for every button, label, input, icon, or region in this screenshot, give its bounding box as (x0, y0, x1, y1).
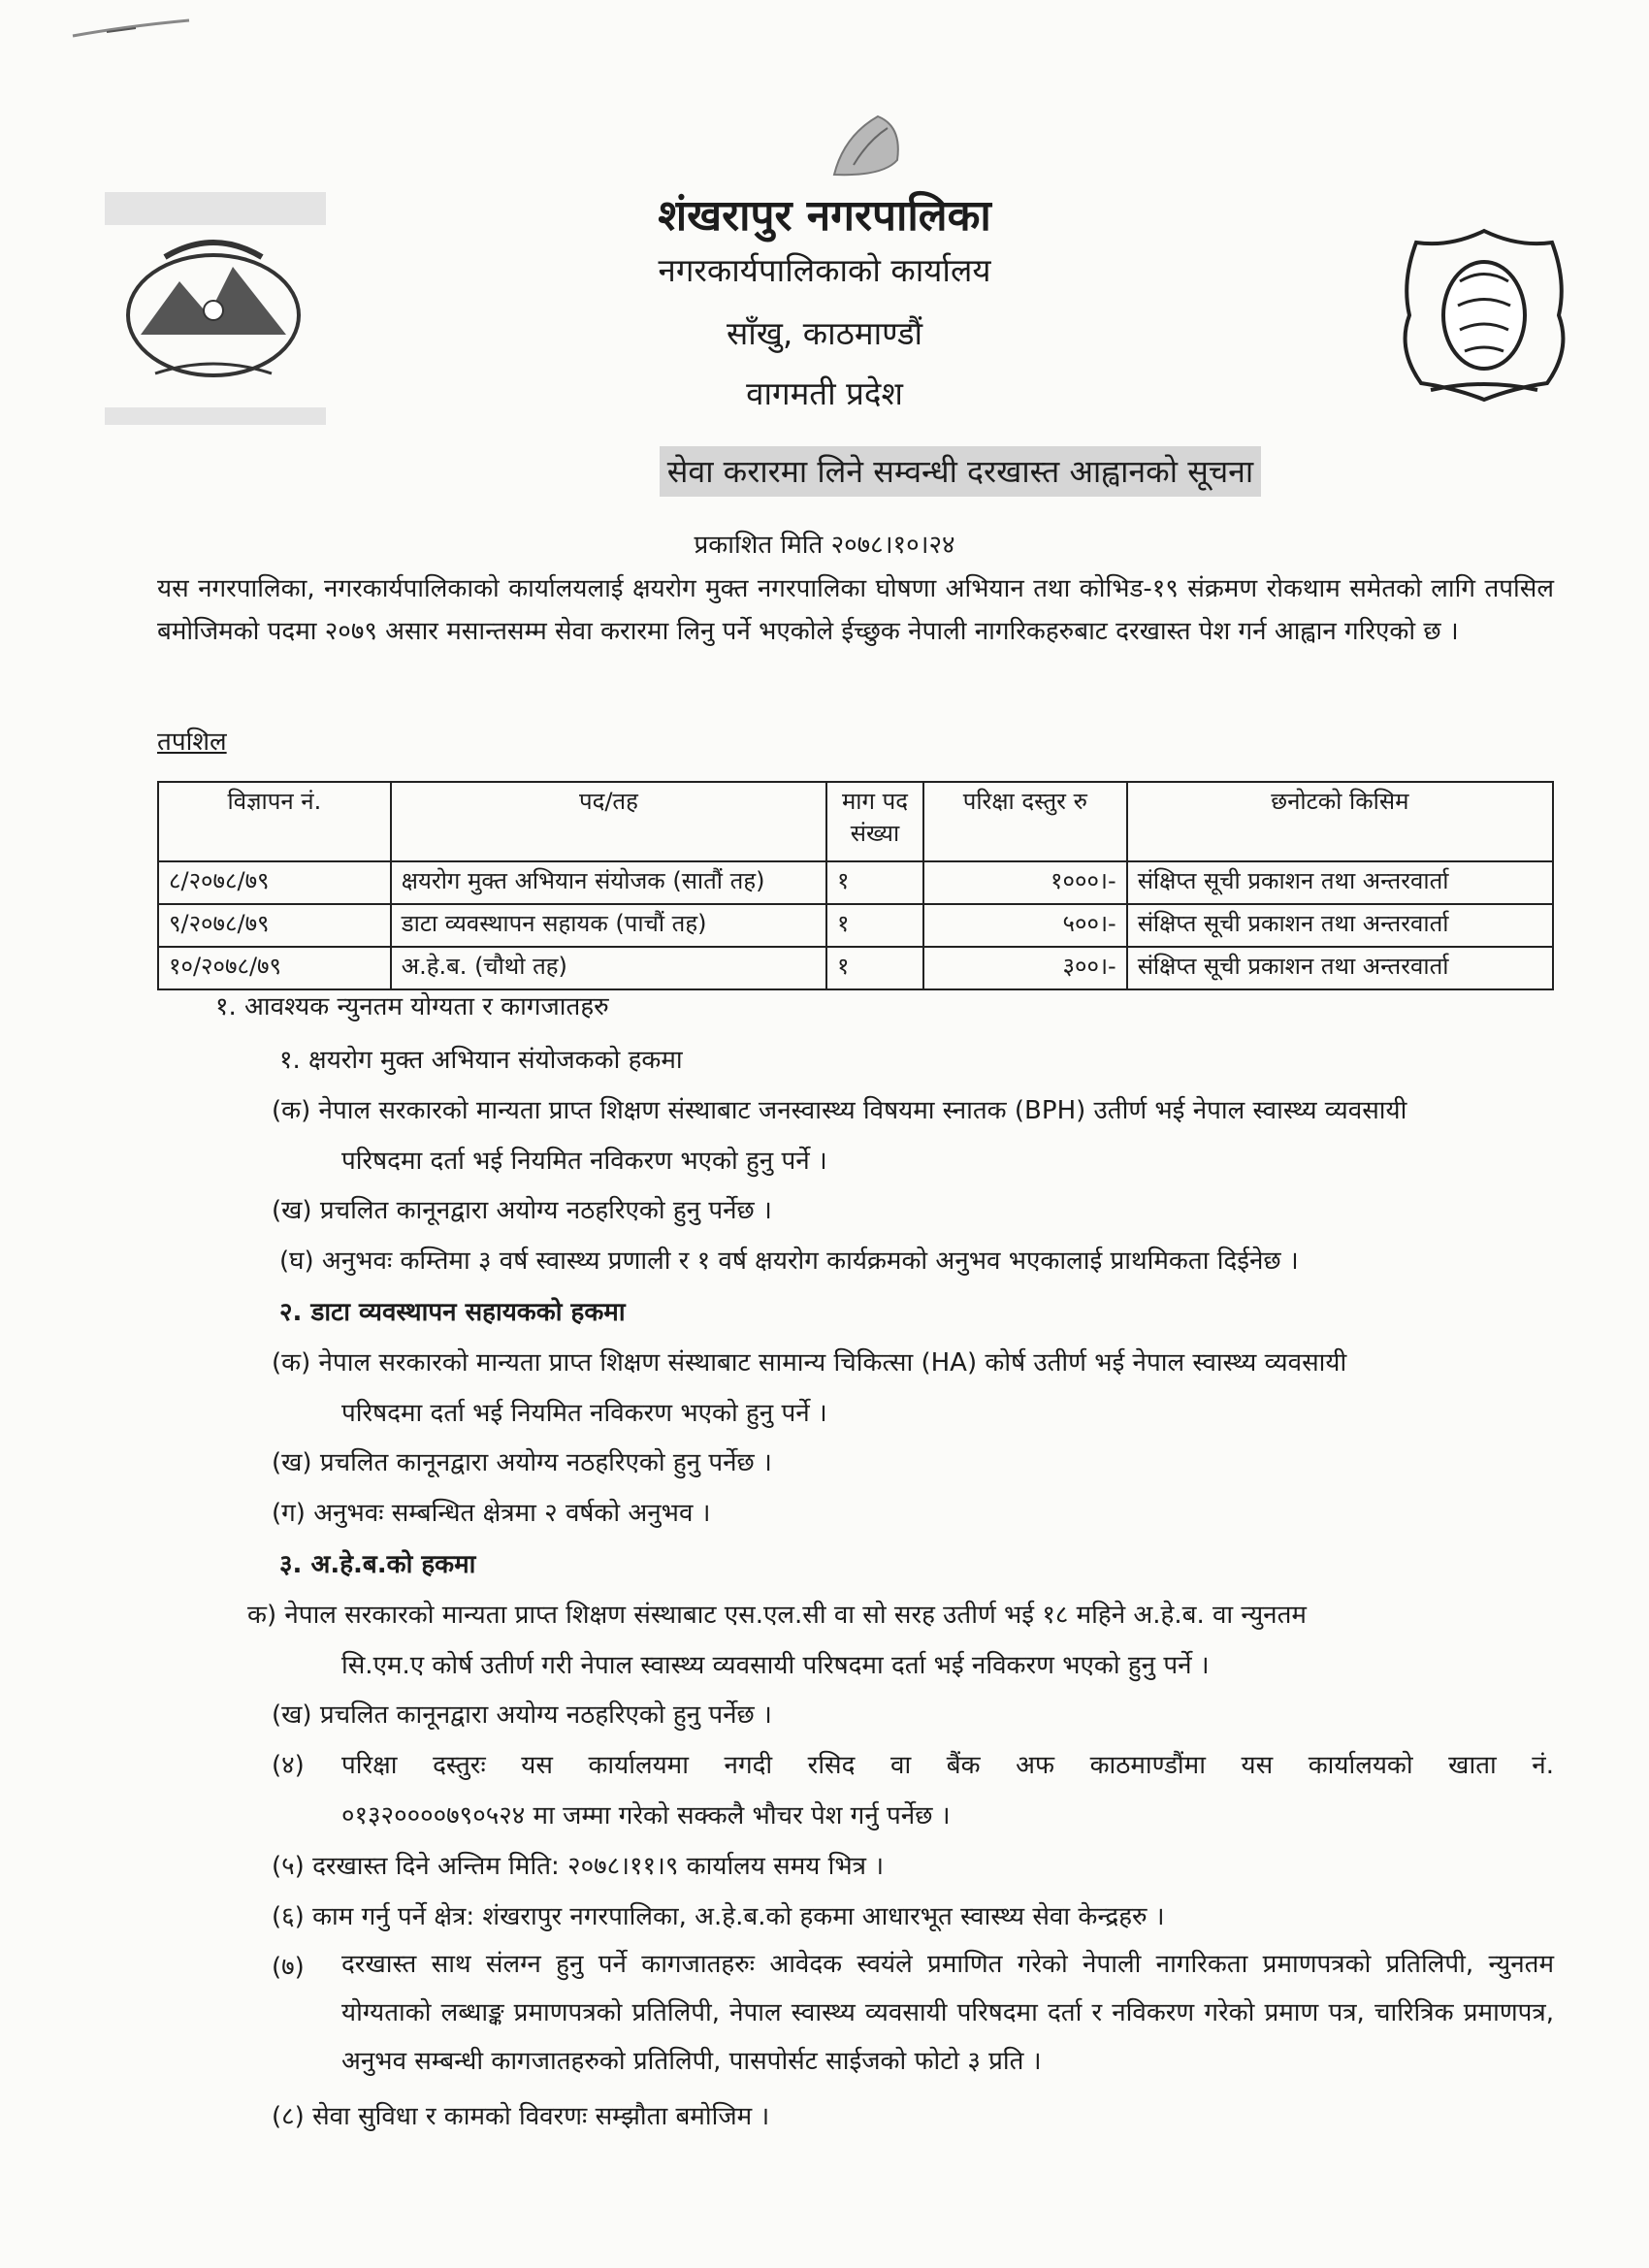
clause-8: (८) सेवा सुविधा र कामको विवरणः सम्झौता बमोजिम । (272, 2102, 770, 2131)
conch-shell-icon (824, 107, 912, 184)
table-cell: ५००।- (923, 904, 1127, 947)
table-cell: संक्षिप्त सूची प्रकाशन तथा अन्तरवार्ता (1127, 947, 1553, 989)
column-header: विज्ञापन नं. (158, 782, 391, 861)
section-2-ka-cont: परिषदमा दर्ता भई नियमित नविकरण भएको हुनु पर्ने । (341, 1399, 827, 1428)
qualifications-heading: १. आवश्यक न्युनतम योग्यता र कागजातहरु (215, 992, 609, 1021)
section-3-kha: (ख) प्रचलित कानूनद्वारा अयोग्य नठहरिएको हुनु पर्नेछ । (272, 1701, 772, 1730)
table-cell: १ (826, 947, 923, 989)
section-3-title: ३. अ.हे.ब.को हकमा (279, 1550, 476, 1579)
table-cell: संक्षिप्त सूची प्रकाशन तथा अन्तरवार्ता (1127, 904, 1553, 947)
table-cell: १०/२०७८/७९ (158, 947, 391, 989)
table-cell: डाटा व्यवस्थापन सहायक (पाचौं तह) (391, 904, 826, 947)
section-1-ka: (क) नेपाल सरकारको मान्यता प्राप्त शिक्षण संस्थाबाट जनस्वास्थ्य विषयमा स्नातक (BPH) उतीर्ण भई नेपाल स्वास्थ्य व्यवसायी (272, 1096, 1407, 1125)
table-row (158, 861, 1553, 904)
table-row (158, 904, 1553, 947)
published-date: प्रकाशित मिति २०७८।१०।२४ (694, 531, 955, 560)
table-cell: क्षयरोग मुक्त अभियान संयोजक (सातौं तह) (391, 861, 826, 904)
column-header: पद/तह (391, 782, 826, 861)
section-1-gha: (घ) अनुभवः कम्तिमा ३ वर्ष स्वास्थ्य प्रणाली र १ वर्ष क्षयरोग कार्यक्रमको अनुभव भएकालाई प्राथमिकता दिईनेछ । (279, 1247, 1299, 1276)
table-row (158, 947, 1553, 989)
office-name: नगरकार्यपालिकाको कार्यालय (658, 251, 991, 289)
table-cell: १०००।- (923, 861, 1127, 904)
table-cell: संक्षिप्त सूची प्रकाशन तथा अन्तरवार्ता (1127, 861, 1553, 904)
table-cell: ८/२०७८/७९ (158, 861, 391, 904)
table-cell: अ.हे.ब. (चौथो तह) (391, 947, 826, 989)
table-cell: १ (826, 904, 923, 947)
pen-mark-icon (68, 15, 194, 44)
clause-4-cont: ०१३२००००७९०५२४ मा जम्मा गरेको सक्कलै भौचर पेश गर्नु पर्नेछ । (341, 1801, 951, 1831)
section-1-title: १. क्षयरोग मुक्त अभियान संयोजकको हकमा (279, 1046, 683, 1075)
clause-6: (६) काम गर्नु पर्ने क्षेत्र: शंखरापुर नगरपालिका, अ.हे.ब.को हकमा आधारभूत स्वास्थ्य सेवा केन्द्रहरु । (272, 1902, 1165, 1931)
section-2-title: २. डाटा व्यवस्थापन सहायकको हकमा (279, 1298, 626, 1327)
table-cell: १ (826, 861, 923, 904)
table-cell: ९/२०७८/७९ (158, 904, 391, 947)
section-1-kha: (ख) प्रचलित कानूनद्वारा अयोग्य नठहरिएको हुनु पर्नेछ । (272, 1196, 772, 1225)
section-3-ka: क) नेपाल सरकारको मान्यता प्राप्त शिक्षण संस्थाबाट एस.एल.सी वा सो सरह उतीर्ण भई १८ महिने अ.हे.ब. वा न्युनतम (247, 1601, 1307, 1630)
details-heading: तपशिल (157, 728, 227, 757)
clause-4-label: (४) (272, 1751, 305, 1780)
office-address: साँखु, काठमाण्डौं (726, 314, 923, 352)
vacancy-table (157, 781, 1554, 990)
clause-5: (५) दरखास्त दिने अन्तिम मिति: २०७८।११।९ कार्यालय समय भित्र । (272, 1852, 885, 1881)
section-1-ka-cont: परिषदमा दर्ता भई नियमित नविकरण भएको हुनु पर्ने । (341, 1147, 827, 1176)
clause-7-label: (७) (272, 1953, 305, 1982)
clause-4-text: परिक्षा दस्तुरः यस कार्यालयमा नगदी रसिद वा बैंक अफ काठमाण्डौंमा यस कार्यालयको खाता नं. (341, 1751, 1554, 1780)
section-2-kha: (ख) प्रचलित कानूनद्वारा अयोग्य नठहरिएको हुनु पर्नेछ । (272, 1448, 772, 1477)
section-2-ka: (क) नेपाल सरकारको मान्यता प्राप्त शिक्षण संस्थाबाट सामान्य चिकित्सा (HA) कोर्ष उतीर्ण भई नेपाल स्वास्थ्य व्यवसायी (272, 1348, 1347, 1377)
notice-title: सेवा करारमा लिने सम्वन्धी दरखास्त आह्वानको सूचना (660, 446, 1261, 497)
column-header: छनोटको किसिम (1127, 782, 1553, 861)
intro-paragraph: यस नगरपालिका, नगरकार्यपालिकाको कार्यालयलाई क्षयरोग मुक्त नगरपालिका घोषणा अभियान तथा कोभिड-१९ संक्रमण रोकथाम समेतको लागि तपसिल बमोजिमको पदमा २०७९ असार मसान्तसम्म सेवा करारमा लिनु पर्ने भएकोले ईच्छुक नेपाली नागरिकहरुबाट दरखास्त पेश गर्न आह्वान गरिएको छ । (157, 574, 1554, 646)
organization-title: शंखरापुर नगरपालिका (658, 191, 991, 241)
section-2-ga: (ग) अनुभवः सम्बन्धित क्षेत्रमा २ वर्षको अनुभव । (272, 1499, 711, 1528)
section-3-ka-cont: सि.एम.ए कोर्ष उतीर्ण गरी नेपाल स्वास्थ्य व्यवसायी परिषदमा दर्ता भई नविकरण भएको हुनु पर्ने । (341, 1651, 1210, 1680)
column-header: माग पद संख्या (826, 782, 923, 861)
clause-7-text: दरखास्त साथ संलग्न हुनु पर्ने कागजातहरुः आवेदक स्वयंले प्रमाणित गरेको नेपाली नागरिकता प्रमाणपत्रको प्रतिलिपी, न्युनतम योग्यताको लब्धाङ्क प्रमाणपत्रको प्रतिलिपी, नेपाल स्वास्थ्य व्यवसायी परिषदमा दर्ता र नविकरण गरेको प्रमाण पत्र, चारित्रिक प्रमाणपत्र, अनुभव सम्बन्धी कागजातहरुको प्रतिलिपी, पासपोर्सट साईजको फोटो ३ प्रति । (341, 1950, 1554, 2076)
column-header: परिक्षा दस्तुर रु (923, 782, 1127, 861)
table-cell: ३००।- (923, 947, 1127, 989)
table-header-row (158, 782, 1553, 861)
province-name: वागमती प्रदेश (746, 374, 903, 412)
